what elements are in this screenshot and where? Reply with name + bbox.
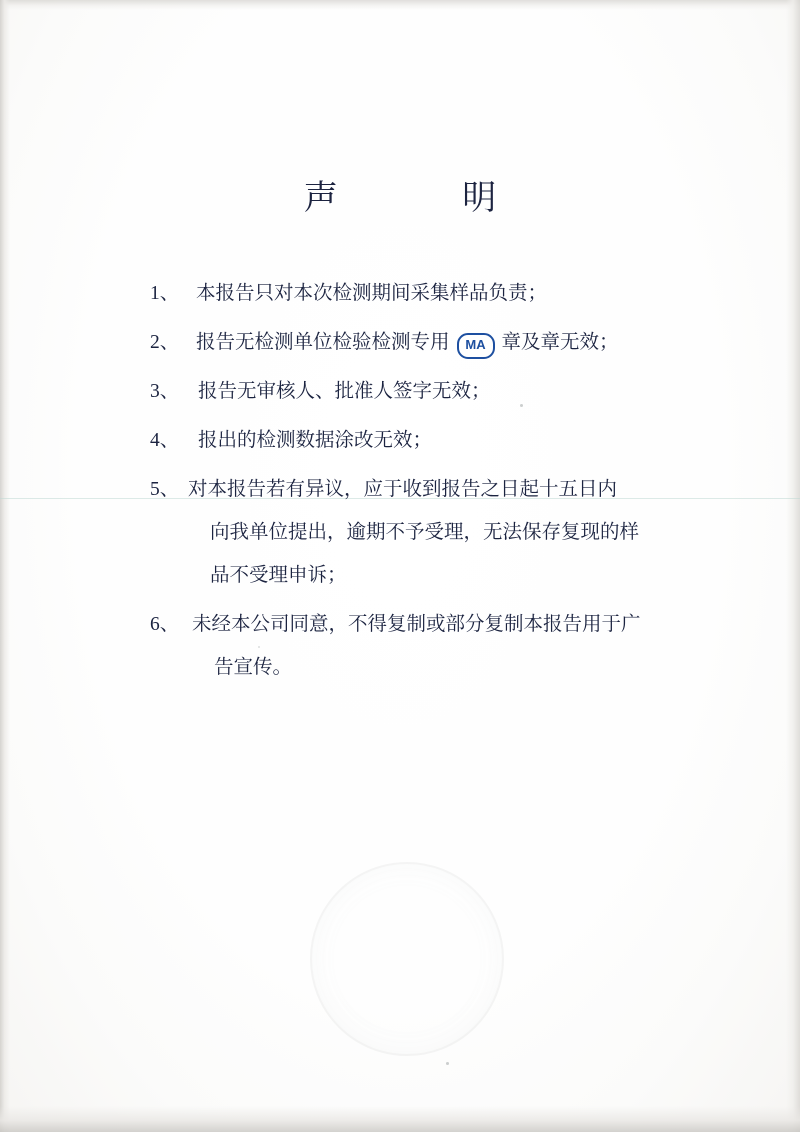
list-item-number: 2、 bbox=[150, 332, 180, 353]
list-item-text: 报告无审核人、批准人签字无效； bbox=[198, 381, 491, 402]
list-item bbox=[150, 272, 690, 315]
list-item bbox=[150, 370, 690, 413]
list-item-number: 3、 bbox=[150, 381, 180, 402]
seal-watermark-ghost bbox=[310, 862, 504, 1056]
list-item-text: 本报告只对本次检测期间采集样品负责； bbox=[196, 283, 548, 304]
list-item-number: 6、 bbox=[150, 614, 180, 635]
ma-seal-icon: MA bbox=[457, 333, 495, 359]
list-item-text: 未经本公司同意，不得复制或部分复制本报告用于广 bbox=[192, 614, 641, 635]
list-item bbox=[150, 603, 690, 689]
list-item-number: 5、 bbox=[150, 479, 180, 500]
list-item bbox=[150, 321, 690, 364]
list-item-text-before-seal: 报告无检测单位检验检测专用 bbox=[196, 332, 450, 353]
list-item bbox=[150, 468, 690, 597]
page-title: 声 明 bbox=[303, 180, 555, 217]
list-item-text-after-seal: 章及章无效； bbox=[501, 332, 619, 353]
list-item-number: 1、 bbox=[150, 283, 180, 304]
list-item-text-continuation: 向我单位提出，逾期不予受理，无法保存复现的样 bbox=[210, 522, 640, 543]
list-item-text-continuation: 告宣传。 bbox=[214, 657, 293, 678]
list-item-text-continuation: 品不受理申诉； bbox=[210, 565, 347, 586]
list-item-text: 对本报告若有异议，应于收到报告之日起十五日内 bbox=[188, 479, 618, 500]
page-edge-bottom bbox=[0, 1106, 800, 1132]
list-item-number: 4、 bbox=[150, 430, 180, 451]
scan-speck bbox=[446, 1062, 449, 1065]
statement-list bbox=[150, 272, 690, 695]
list-item-text bbox=[196, 321, 690, 364]
list-item bbox=[150, 419, 690, 462]
page-edge-top bbox=[0, 0, 800, 10]
list-item-text: 报出的检测数据涂改无效； bbox=[198, 430, 433, 451]
